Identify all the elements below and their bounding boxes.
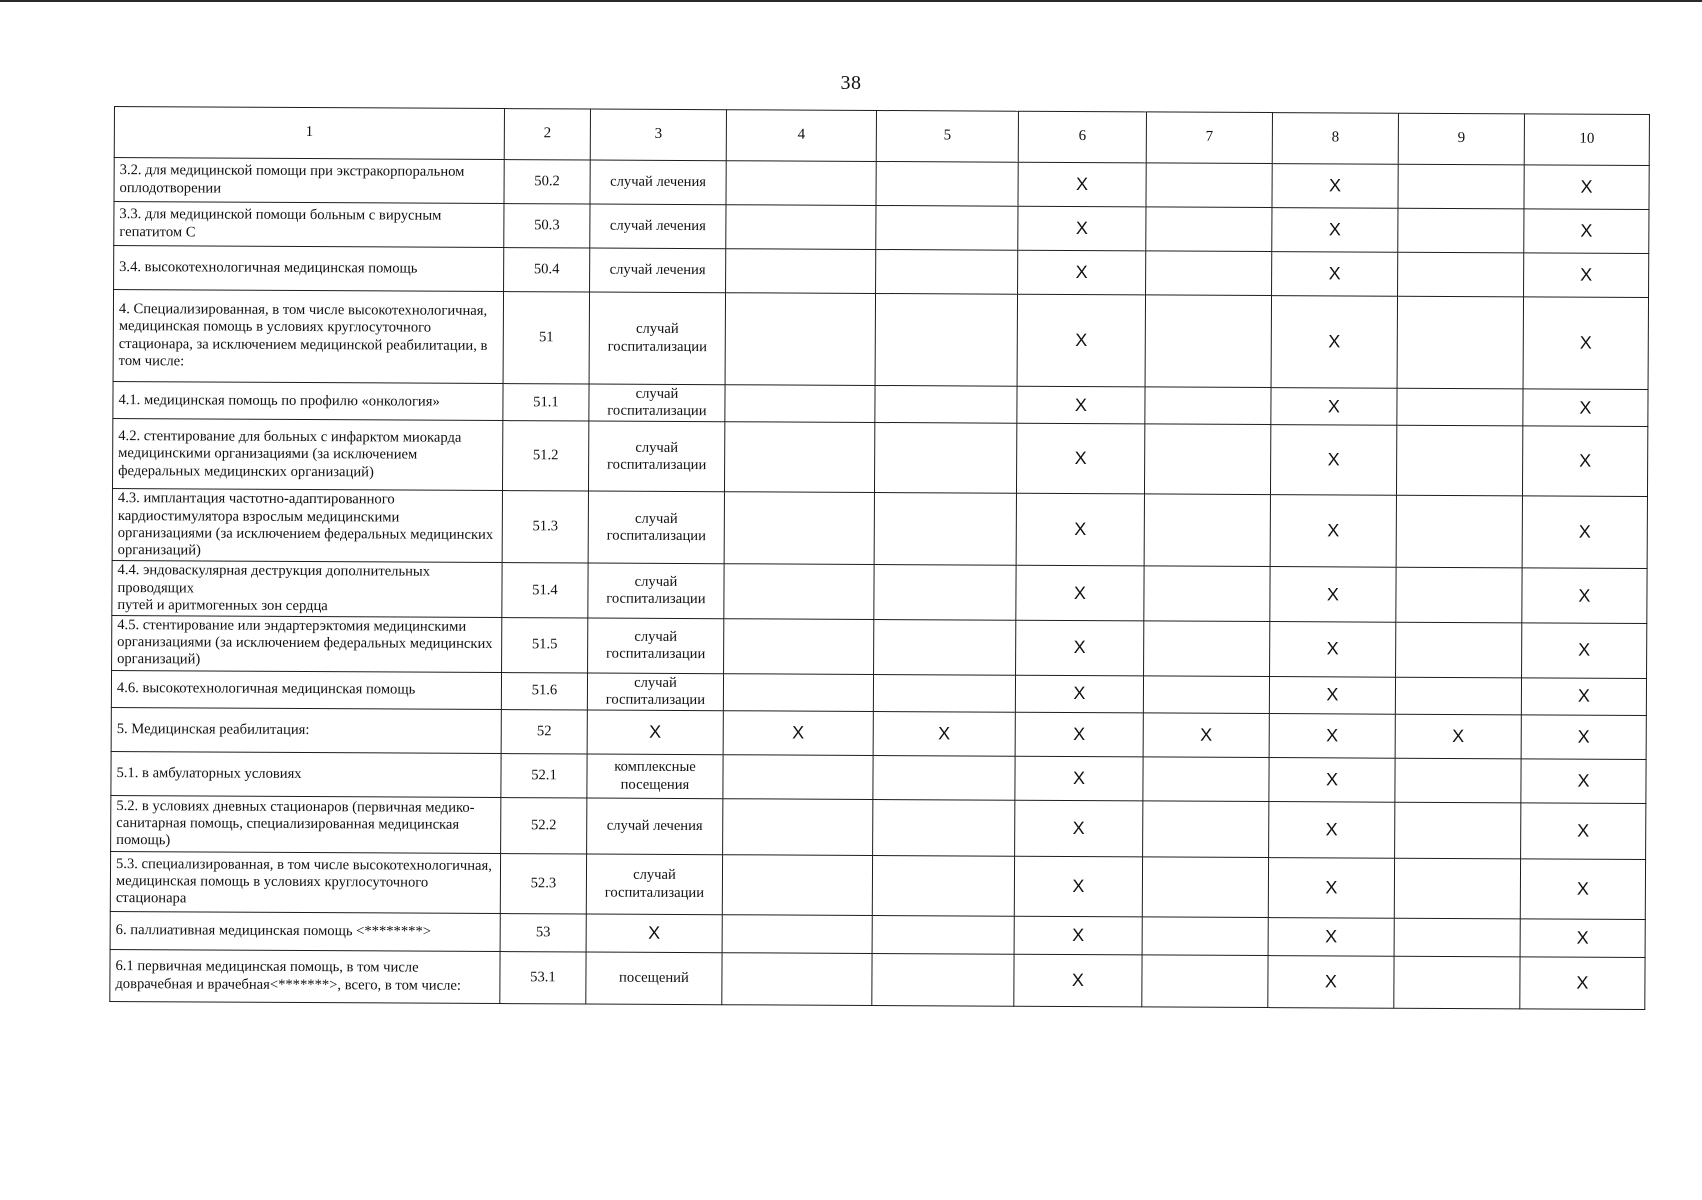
- row-value-cell: X: [1272, 252, 1398, 297]
- row-value-cell: [1396, 568, 1522, 623]
- row-value-cell: [1143, 801, 1269, 858]
- row-unit-cell: случай лечения: [590, 248, 726, 293]
- row-unit-cell: X: [587, 710, 723, 755]
- row-unit-cell: случай госпитализации: [588, 421, 724, 492]
- table-row: [113, 290, 1648, 390]
- row-value-cell: [724, 619, 874, 674]
- row-value-cell: X: [1395, 714, 1521, 759]
- row-name-cell: 4.6. высокотехнологичная медицинская помощь: [111, 670, 501, 709]
- row-value-cell: X: [1524, 165, 1649, 210]
- row-name-cell: 6.1 первичная медицинская помощь, в том числе доврачебная и врачебная<*******>, всего, в том числе:: [110, 950, 500, 1004]
- row-unit-cell: случай лечения: [587, 798, 723, 855]
- row-unit-cell: случай лечения: [590, 204, 726, 249]
- row-name-cell: 4.5. стентирование или эндартерэктомия медицинскими организациями (за исключением федеральных медицинских организаций): [112, 615, 502, 672]
- row-value-cell: [725, 385, 875, 423]
- row-value-cell: [724, 564, 874, 619]
- row-value-cell: X: [1018, 250, 1146, 295]
- row-value-cell: [1144, 424, 1270, 495]
- row-unit-cell: случай госпитализации: [588, 491, 724, 564]
- table-container: [109, 106, 1649, 1010]
- column-header: 9: [1398, 113, 1524, 165]
- row-value-cell: X: [1268, 956, 1394, 1009]
- row-value-cell: X: [1270, 495, 1396, 568]
- column-header: 1: [114, 107, 504, 160]
- row-value-cell: X: [1269, 802, 1395, 859]
- row-value-cell: X: [1016, 424, 1144, 495]
- column-header: 2: [504, 109, 590, 160]
- row-name-cell: 4.3. имплантация частотно-адаптированного кардиостимулятора взрослым медицинскими организациями (за исключением федеральных медицинских организаций): [112, 489, 502, 563]
- row-value-cell: X: [1521, 759, 1646, 804]
- row-unit-cell: X: [586, 914, 722, 953]
- row-value-cell: [723, 673, 873, 711]
- row-value-cell: X: [1268, 918, 1394, 957]
- row-value-cell: [725, 293, 875, 386]
- row-value-cell: X: [1521, 715, 1646, 760]
- row-value-cell: [723, 755, 873, 800]
- row-value-cell: X: [1268, 858, 1394, 919]
- table-row: [110, 852, 1645, 920]
- row-value-cell: [1143, 676, 1269, 714]
- row-value-cell: [1145, 295, 1271, 388]
- row-value-cell: X: [1269, 676, 1395, 714]
- row-name-cell: 5.1. в амбулаторных условиях: [111, 752, 501, 798]
- row-value-cell: X: [1523, 297, 1648, 390]
- row-value-cell: X: [1015, 675, 1143, 713]
- row-value-cell: X: [1522, 496, 1647, 569]
- row-value-cell: [1142, 955, 1268, 1008]
- row-name-cell: 5.2. в условиях дневных стационаров (первичная медико-санитарная помощь, специализированная медицинская помощь): [111, 796, 501, 854]
- row-value-cell: [1398, 164, 1524, 209]
- row-value-cell: [872, 916, 1014, 955]
- row-value-cell: X: [1015, 800, 1143, 857]
- row-code-cell: 51.5: [502, 618, 588, 673]
- row-value-cell: X: [1271, 388, 1397, 426]
- row-value-cell: [1144, 621, 1270, 676]
- row-unit-cell: комплексные посещения: [587, 754, 723, 799]
- row-name-cell: 4.2. стентирование для больных с инфарктом миокарда медицинскими организациями (за исключением федеральных медицинских организаций): [112, 419, 502, 491]
- row-name-cell: 5.3. специализированная, в том числе высокотехнологичная, медицинская помощь в условиях круглосуточного стационара: [110, 852, 500, 914]
- scan-edge: [0, 0, 1702, 2]
- row-value-cell: X: [1015, 712, 1143, 757]
- row-code-cell: 51: [503, 292, 589, 384]
- row-code-cell: 51.1: [503, 384, 589, 422]
- row-value-cell: [876, 249, 1018, 294]
- row-value-cell: [1145, 387, 1271, 425]
- row-value-cell: X: [1269, 758, 1395, 803]
- row-value-cell: [873, 756, 1015, 801]
- row-code-cell: 52: [501, 710, 587, 754]
- row-value-cell: X: [1017, 294, 1145, 387]
- row-value-cell: [1397, 296, 1523, 389]
- row-value-cell: [1396, 622, 1522, 677]
- row-unit-cell: случай госпитализации: [586, 854, 722, 915]
- row-value-cell: [1395, 677, 1521, 715]
- row-value-cell: X: [1017, 386, 1145, 424]
- row-value-cell: X: [1271, 296, 1397, 389]
- row-unit-cell: случай госпитализации: [587, 673, 723, 711]
- row-value-cell: [1394, 956, 1520, 1009]
- row-value-cell: X: [1524, 253, 1649, 298]
- column-header: 7: [1146, 112, 1272, 164]
- row-value-cell: [726, 249, 876, 294]
- row-name-cell: 3.2. для медицинской помощи при экстракорпоральном оплодотворении: [114, 158, 504, 204]
- row-value-cell: X: [1270, 622, 1396, 677]
- row-name-cell: 5. Медицинская реабилитация:: [111, 708, 501, 754]
- row-value-cell: [873, 800, 1015, 857]
- row-code-cell: 51.2: [502, 421, 588, 491]
- row-value-cell: [1142, 857, 1268, 918]
- row-value-cell: [1144, 494, 1270, 567]
- data-table: [109, 106, 1650, 1010]
- row-unit-cell: случай госпитализации: [588, 618, 724, 673]
- row-value-cell: [1143, 757, 1269, 802]
- row-code-cell: 53: [500, 914, 586, 952]
- row-value-cell: X: [1522, 426, 1647, 497]
- row-unit-cell: посещений: [586, 952, 722, 1005]
- row-code-cell: 52.3: [500, 854, 586, 914]
- column-header: 8: [1272, 113, 1398, 165]
- row-value-cell: X: [1018, 162, 1146, 207]
- row-value-cell: [874, 423, 1016, 494]
- row-value-cell: [875, 385, 1017, 423]
- row-value-cell: [1396, 426, 1522, 497]
- table-row: [112, 615, 1647, 678]
- table-row: [112, 561, 1647, 624]
- column-header: 6: [1018, 111, 1146, 163]
- row-value-cell: [874, 493, 1016, 566]
- table-body: [110, 158, 1649, 1010]
- row-value-cell: X: [1014, 954, 1142, 1007]
- row-code-cell: 50.4: [504, 248, 590, 292]
- row-value-cell: X: [873, 712, 1015, 757]
- page-number: 38: [840, 72, 862, 94]
- row-value-cell: [1396, 496, 1522, 569]
- row-name-cell: 3.3. для медицинской помощи больным с вирусным гепатитом С: [114, 202, 504, 248]
- row-value-cell: X: [1520, 957, 1645, 1010]
- row-code-cell: 52.2: [501, 798, 587, 854]
- row-value-cell: X: [1270, 567, 1396, 622]
- row-value-cell: [1142, 917, 1268, 956]
- row-value-cell: [1146, 251, 1272, 296]
- row-value-cell: X: [1521, 678, 1646, 716]
- row-value-cell: [722, 953, 872, 1006]
- row-value-cell: [1146, 163, 1272, 208]
- row-value-cell: X: [1520, 859, 1645, 920]
- row-value-cell: X: [1272, 208, 1398, 253]
- row-code-cell: 53.1: [500, 952, 586, 1004]
- column-header: 3: [590, 109, 726, 161]
- row-value-cell: [872, 954, 1014, 1007]
- row-value-cell: [1144, 566, 1270, 621]
- row-code-cell: 51.3: [502, 491, 588, 563]
- row-code-cell: 51.4: [502, 563, 588, 618]
- row-value-cell: [872, 856, 1014, 917]
- row-value-cell: [1398, 252, 1524, 297]
- column-header: 10: [1524, 114, 1649, 166]
- row-value-cell: [876, 161, 1018, 206]
- row-value-cell: X: [1524, 209, 1649, 254]
- row-value-cell: X: [1523, 389, 1648, 427]
- row-unit-cell: случай госпитализации: [589, 384, 725, 422]
- row-value-cell: X: [1018, 206, 1146, 251]
- row-value-cell: [724, 492, 874, 565]
- row-value-cell: [1395, 802, 1521, 859]
- row-unit-cell: случай госпитализации: [588, 563, 724, 618]
- row-name-cell: 4.1. медицинская помощь по профилю «онкология»: [113, 381, 503, 420]
- row-value-cell: X: [1014, 916, 1142, 955]
- row-value-cell: [1395, 758, 1521, 803]
- row-value-cell: [1146, 207, 1272, 252]
- row-value-cell: [722, 855, 872, 916]
- row-code-cell: 50.2: [504, 160, 590, 204]
- row-unit-cell: случай госпитализации: [589, 292, 725, 385]
- row-value-cell: [873, 674, 1015, 712]
- row-name-cell: 4. Специализированная, в том числе высокотехнологичная, медицинская помощь в условиях круглосуточного стационара, за исключением медицинской реабилитации, в том числе:: [113, 290, 503, 384]
- table-row: [110, 950, 1645, 1010]
- column-header: 5: [876, 110, 1018, 162]
- row-value-cell: [724, 422, 874, 493]
- row-code-cell: 52.1: [501, 754, 587, 798]
- row-name-cell: 3.4. высокотехнологичная медицинская помощь: [114, 246, 504, 292]
- row-value-cell: [1394, 918, 1520, 957]
- row-name-cell: 4.4. эндоваскулярная деструкция дополнительных проводящих путей и аритмогенных зон сердца: [112, 561, 502, 618]
- row-unit-cell: случай лечения: [590, 160, 726, 205]
- row-value-cell: X: [1521, 803, 1646, 860]
- row-value-cell: X: [1270, 425, 1396, 496]
- header-row: [114, 107, 1649, 166]
- row-value-cell: X: [1522, 623, 1647, 678]
- row-value-cell: [874, 619, 1016, 674]
- table-row: [112, 489, 1647, 569]
- row-value-cell: X: [1272, 164, 1398, 209]
- row-name-cell: 6. паллиативная медицинская помощь <********>: [110, 912, 500, 952]
- row-value-cell: X: [1520, 919, 1645, 958]
- row-value-cell: [874, 565, 1016, 620]
- row-code-cell: 50.3: [504, 204, 590, 248]
- row-value-cell: X: [1015, 756, 1143, 801]
- row-value-cell: [1398, 208, 1524, 253]
- row-value-cell: [726, 205, 876, 250]
- row-value-cell: [1397, 388, 1523, 426]
- row-value-cell: [1394, 858, 1520, 919]
- row-value-cell: [722, 915, 872, 954]
- row-value-cell: [726, 161, 876, 206]
- row-value-cell: X: [1522, 568, 1647, 623]
- row-value-cell: X: [1143, 713, 1269, 758]
- column-header: 4: [726, 110, 876, 162]
- row-value-cell: X: [1016, 566, 1144, 621]
- table-row: [111, 796, 1646, 860]
- row-value-cell: [876, 205, 1018, 250]
- row-code-cell: 51.6: [501, 672, 587, 710]
- row-value-cell: [723, 799, 873, 856]
- row-value-cell: X: [1016, 494, 1144, 567]
- row-value-cell: X: [1016, 620, 1144, 675]
- row-value-cell: X: [1014, 856, 1142, 917]
- table-row: [112, 419, 1647, 497]
- row-value-cell: X: [723, 711, 873, 756]
- row-value-cell: [875, 293, 1017, 386]
- row-value-cell: X: [1269, 714, 1395, 759]
